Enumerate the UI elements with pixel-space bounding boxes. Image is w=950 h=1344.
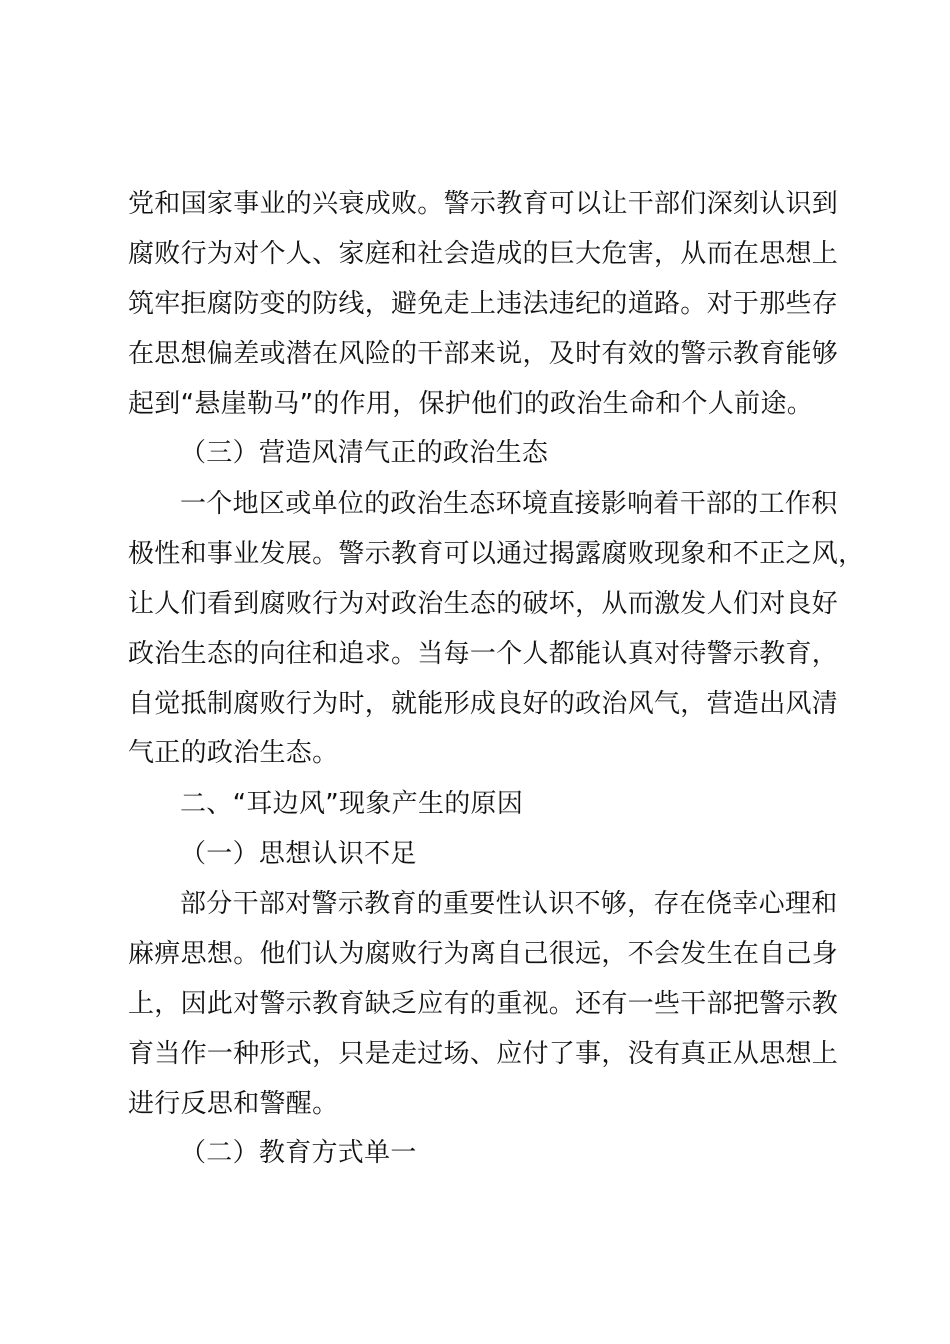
section-heading: （一）思想认识不足: [180, 839, 417, 869]
section-heading: （三）营造风清气正的政治生态: [180, 438, 549, 468]
body-text-line: 麻痹思想。他们认为腐败行为离自己很远，不会发生在自己身: [128, 939, 839, 969]
section-heading: （二）教育方式单一: [180, 1138, 417, 1168]
body-text-line: 育当作一种形式，只是走过场、应付了事，没有真正从思想上: [128, 1039, 839, 1069]
body-text-line: 进行反思和警醒。: [128, 1089, 339, 1119]
body-text-line: 在思想偏差或潜在风险的干部来说，及时有效的警示教育能够: [128, 339, 839, 369]
body-text-line: 极性和事业发展。警示教育可以通过揭露腐败现象和不正之风，: [128, 539, 865, 569]
body-text-line: 一个地区或单位的政治生态环境直接影响着干部的工作积: [180, 489, 838, 519]
body-text-line: 自觉抵制腐败行为时，就能形成良好的政治风气，营造出风清: [128, 689, 839, 719]
body-text-line: 让人们看到腐败行为对政治生态的破坏，从而激发人们对良好: [128, 589, 839, 619]
body-text-line: 筑牢拒腐防变的防线，避免走上违法违纪的道路。对于那些存: [128, 289, 839, 319]
body-text-line: 腐败行为对个人、家庭和社会造成的巨大危害，从而在思想上: [128, 239, 839, 269]
body-text-line: 起到“悬崖勒马”的作用，保护他们的政治生命和个人前途。: [128, 389, 814, 419]
body-text-line: 部分干部对警示教育的重要性认识不够，存在侥幸心理和: [180, 889, 838, 919]
body-text-line: 政治生态的向往和追求。当每一个人都能认真对待警示教育，: [128, 639, 839, 669]
body-text-line: 上，因此对警示教育缺乏应有的重视。还有一些干部把警示教: [128, 989, 839, 1019]
chapter-heading: 二、“耳边风”现象产生的原因: [180, 789, 524, 819]
body-text-line: 党和国家事业的兴衰成败。警示教育可以让干部们深刻认识到: [128, 189, 839, 219]
body-text-line: 气正的政治生态。: [128, 738, 339, 768]
